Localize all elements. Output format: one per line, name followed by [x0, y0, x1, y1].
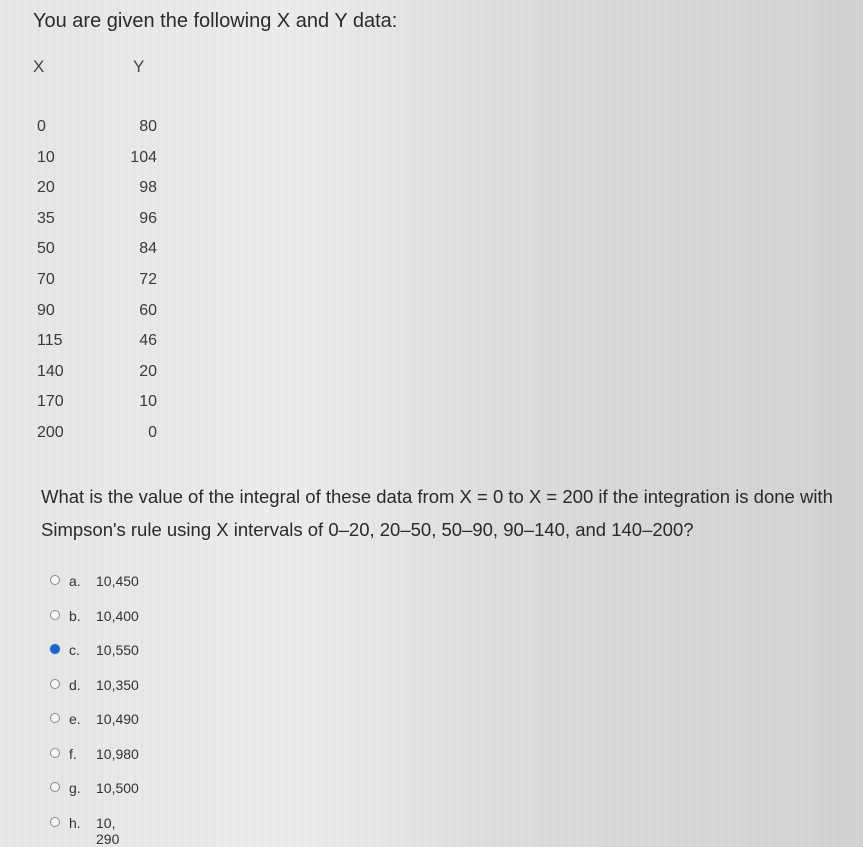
x-column-header: X — [33, 57, 45, 76]
y-value: 46 — [139, 332, 157, 350]
table-row — [0, 265, 200, 296]
x-value: 0 — [37, 118, 46, 135]
x-value: 20 — [37, 179, 55, 197]
table-row — [0, 204, 200, 235]
question-line-2: Simpson's rule using X intervals of 0–20, 20–50, 50–90, 90–140, and 140–200? — [41, 519, 694, 540]
radio-button[interactable] — [50, 782, 60, 792]
option-value: 10,550 — [96, 642, 139, 658]
option-value: 10,350 — [96, 676, 139, 693]
radio-button[interactable] — [50, 679, 60, 689]
x-value: 35 — [37, 209, 55, 227]
y-value: 96 — [139, 209, 157, 227]
x-value: 200 — [37, 423, 64, 441]
option-letter: b. — [69, 607, 81, 624]
x-value: 10 — [37, 148, 55, 166]
option-letter: f. — [69, 745, 77, 762]
data-table — [0, 112, 200, 449]
x-value: 170 — [37, 393, 64, 411]
question-text — [41, 480, 851, 546]
y-value: 20 — [139, 362, 157, 380]
table-row — [0, 173, 200, 204]
radio-button[interactable] — [50, 575, 60, 585]
y-value: 80 — [139, 118, 157, 135]
table-row — [0, 143, 200, 174]
table-row — [0, 234, 200, 265]
table-row — [0, 296, 200, 327]
y-column-header: Y — [133, 57, 145, 76]
table-row — [0, 387, 200, 418]
table-row — [0, 112, 200, 143]
option-value: 10,490 — [96, 711, 139, 727]
y-value: 104 — [130, 148, 157, 166]
table-row — [0, 418, 200, 449]
radio-button[interactable] — [50, 713, 60, 723]
y-value: 60 — [139, 301, 157, 319]
question-line-1: What is the value of the integral of these data from X = 0 to X = 200 if the integration is done with — [41, 486, 833, 507]
x-value: 50 — [37, 240, 55, 258]
y-value: 72 — [139, 270, 157, 288]
option-letter: a. — [69, 573, 81, 589]
radio-button[interactable] — [50, 817, 60, 827]
option-value: 10,980 — [96, 745, 139, 762]
radio-button[interactable] — [50, 610, 60, 620]
option-value: 10,450 — [96, 573, 139, 589]
y-value: 10 — [139, 393, 157, 411]
x-value: 70 — [37, 270, 55, 288]
option-value: 10,400 — [96, 607, 139, 624]
y-value: 0 — [148, 423, 157, 441]
table-row — [0, 357, 200, 388]
option-value: 10,500 — [96, 780, 139, 796]
radio-button[interactable] — [50, 748, 60, 758]
option-value: 10, 290 — [96, 814, 120, 847]
question-intro: You are given the following X and Y data: — [33, 10, 398, 32]
radio-selected[interactable] — [50, 644, 60, 654]
x-value: 140 — [37, 362, 64, 380]
y-value: 84 — [139, 240, 157, 258]
x-value: 90 — [37, 301, 55, 319]
option-letter: h. — [69, 814, 81, 831]
table-row — [0, 326, 200, 357]
option-letter: e. — [69, 711, 81, 727]
option-letter: c. — [69, 642, 80, 658]
option-letter: d. — [69, 676, 81, 693]
option-letter: g. — [69, 780, 81, 796]
y-value: 98 — [139, 179, 157, 197]
x-value: 115 — [37, 332, 63, 350]
